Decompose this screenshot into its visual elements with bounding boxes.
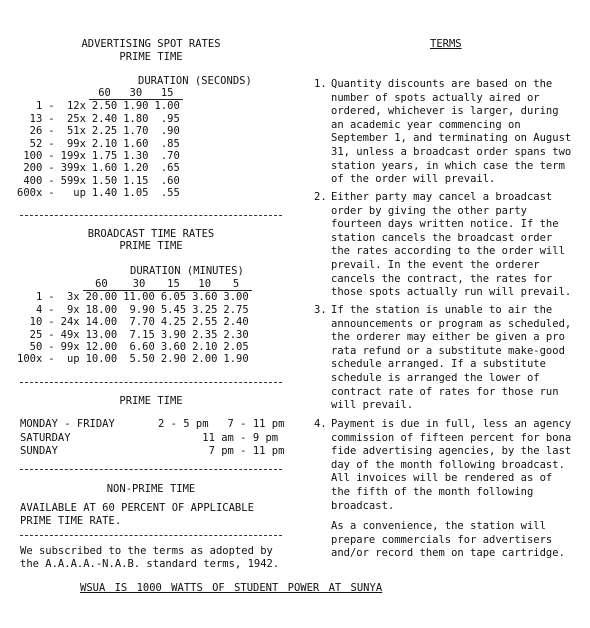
- spacer: [14, 87, 45, 100]
- term-number: 2.: [314, 191, 327, 203]
- quantity-from: 50: [29, 341, 43, 354]
- prime-time-title: PRIME TIME: [119, 395, 183, 407]
- spot-rates-subtitle: PRIME TIME: [119, 51, 183, 63]
- broadcast-duration-label: DURATION (MINUTES): [130, 265, 244, 277]
- column-header: 60: [95, 278, 108, 290]
- spacer: [45, 278, 57, 291]
- rate-value: .70: [160, 150, 180, 163]
- rate-value: 1.60: [91, 162, 118, 175]
- divider: [20, 469, 282, 470]
- spacer: [45, 87, 57, 100]
- rate-value: 10.00: [85, 353, 118, 366]
- quantity-to: up: [66, 353, 80, 366]
- term-item: [314, 191, 576, 300]
- spacer: [58, 278, 83, 291]
- subscribed-line1: We subscribed to the terms as adopted by: [20, 545, 273, 557]
- rate-value: 12.00: [85, 341, 118, 354]
- term-item: [314, 418, 576, 513]
- rate-value: .90: [160, 125, 180, 138]
- rate-value: 7.70: [129, 316, 155, 329]
- rate-value: 3.60: [160, 341, 187, 354]
- quantity-to: 99x: [66, 137, 86, 150]
- rate-value: 2.40: [223, 316, 249, 329]
- quantity-dash: -: [48, 341, 55, 354]
- quantity-from: 200: [23, 162, 43, 175]
- rate-row: [14, 187, 183, 199]
- term-text: Payment is due in full, less an agency commission of fifteen percent for bona fide advertising agencies, by the last day of the month following broadcast. All invoices will be rendered as of the fifth of the month following broadcast.: [331, 418, 572, 512]
- rate-row: [14, 316, 252, 328]
- column-header-row: [14, 87, 183, 100]
- schedule-days: MONDAY - FRIDAY: [20, 418, 115, 430]
- spot-duration-label: DURATION (SECONDS): [138, 75, 252, 87]
- rate-row: [14, 341, 252, 353]
- rate-value: 5.50: [129, 353, 155, 366]
- rate-value: .55: [160, 187, 180, 200]
- quantity-dash: -: [48, 187, 55, 200]
- rate-value: 2.90: [160, 353, 187, 366]
- quantity-to: 51x: [66, 125, 86, 138]
- broadcast-rates-table: [14, 278, 252, 366]
- quantity-dash: -: [48, 125, 55, 138]
- quantity-from: 400: [23, 174, 43, 187]
- rate-value: 1.00: [152, 100, 183, 113]
- quantity-to: 49x: [60, 328, 80, 341]
- rate-value: 18.00: [85, 303, 118, 316]
- column-header: 5: [232, 278, 240, 290]
- rate-value: 2.55: [192, 316, 218, 329]
- rate-value: .95: [160, 112, 180, 125]
- quantity-dash: -: [48, 353, 55, 366]
- spacer: [58, 87, 89, 100]
- term-text: If the station is unable to air the announcements or program as scheduled, the orderer may either be given a pro rata refund or a substitute make-good schedule arranged. If a substitute schedule is arranged the lower of contract rate of rates for those run will prevail.: [331, 304, 572, 412]
- rate-row: [14, 353, 252, 365]
- rate-value: 1.80: [123, 112, 149, 125]
- term-number: 4.: [314, 418, 327, 430]
- rate-row: [14, 138, 183, 150]
- divider: [20, 535, 282, 536]
- rate-row: [14, 100, 183, 113]
- rate-value: 1.30: [123, 150, 149, 163]
- rate-value: 1.75: [91, 150, 118, 163]
- rate-value: 3.60: [189, 291, 220, 304]
- divider: [20, 215, 282, 216]
- rate-value: 2.35: [192, 328, 218, 341]
- prime-time-schedule: [20, 418, 285, 460]
- rate-value: 6.05: [158, 291, 189, 304]
- rate-row: [14, 329, 252, 341]
- rate-value: 7.15: [129, 328, 155, 341]
- quantity-to: up: [73, 187, 86, 200]
- quantity-from: 52: [29, 137, 43, 150]
- rate-value: 2.25: [91, 125, 118, 138]
- rate-row: [14, 125, 183, 137]
- column-header: 30: [132, 278, 146, 290]
- rate-row: [14, 291, 252, 304]
- rate-value: 5.45: [160, 303, 187, 316]
- rate-value: 2.10: [192, 341, 218, 354]
- quantity-to: 9x: [66, 303, 80, 316]
- quantity-dash: -: [48, 150, 55, 163]
- term-number: 3.: [314, 304, 327, 316]
- rate-value: 1.90: [120, 100, 151, 113]
- rate-value: 9.90: [129, 303, 155, 316]
- broadcast-rates-subtitle: PRIME TIME: [119, 240, 183, 252]
- rate-value: 1.70: [123, 125, 149, 138]
- footer-slogan: WSUA IS 1000 WATTS OF STUDENT POWER AT SUNYA: [80, 582, 383, 594]
- spot-rates-title: ADVERTISING SPOT RATES: [81, 38, 221, 50]
- schedule-hours: 2 - 5 pm 7 - 11 pm: [158, 418, 285, 430]
- rate-value: 2.40: [91, 112, 118, 125]
- schedule-hours: 11 am - 9 pm: [158, 431, 279, 444]
- non-prime-line1: AVAILABLE AT 60 PERCENT OF APPLICABLE: [20, 502, 254, 514]
- quantity-to: 399x: [60, 162, 86, 175]
- quantity-to: 599x: [60, 174, 86, 187]
- rate-value: 1.90: [223, 353, 249, 366]
- quantity-from: 26: [29, 125, 43, 138]
- terms-title: TERMS: [430, 38, 462, 50]
- non-prime-line2: PRIME TIME RATE.: [20, 515, 122, 527]
- quantity-dash: -: [48, 328, 55, 341]
- rate-row: [14, 150, 183, 162]
- rate-value: 1.15: [123, 174, 149, 187]
- column-header: 10: [198, 278, 212, 290]
- quantity-from: 600x: [17, 187, 43, 200]
- rate-value: 1.50: [91, 174, 118, 187]
- rate-value: 13.00: [85, 328, 118, 341]
- rate-row: [14, 113, 183, 125]
- convenience-note: [314, 520, 576, 561]
- quantity-to: 12x: [66, 100, 86, 113]
- quantity-from: 100x: [17, 353, 43, 366]
- quantity-from: 4: [35, 303, 43, 316]
- column-header-row: [14, 278, 252, 291]
- term-item: [314, 304, 576, 413]
- rate-value: 1.05: [123, 187, 149, 200]
- rate-value: 2.30: [223, 328, 249, 341]
- rate-row: [14, 175, 183, 187]
- quantity-from: 1: [35, 291, 43, 304]
- quantity-to: 199x: [60, 150, 86, 163]
- rate-value: 11.00: [120, 291, 158, 304]
- quantity-dash: -: [48, 162, 55, 175]
- quantity-to: 3x: [66, 291, 80, 304]
- quantity-to: 99x: [60, 341, 80, 354]
- quantity-from: 100: [23, 150, 43, 163]
- term-text: Either party may cancel a broadcast order by giving the other party fourteen days written notice. If the station cancels the broadcast order the rates according to the order will prevail. In the event the orderer cancels the contract, the rates for those spots actually run will prevail.: [331, 191, 572, 299]
- quantity-dash: -: [48, 303, 55, 316]
- rate-value: 3.25: [192, 303, 218, 316]
- broadcast-rates-title: BROADCAST TIME RATES: [87, 228, 215, 240]
- quantity-from: 1: [35, 100, 43, 113]
- quantity-dash: -: [48, 112, 55, 125]
- term-text: Quantity discounts are based on the number of spots actually aired or ordered, whichever is larger, during an academic year commencing on September 1, and terminating on August 31, unless a broadcast order spans two station years, in which case the term of the order will prevail.: [331, 78, 572, 186]
- rate-value: 14.00: [85, 316, 118, 329]
- subscribed-line2: the A.A.A.A.-N.A.B. standard terms, 1942.: [20, 558, 280, 570]
- rate-value: 2.10: [91, 137, 118, 150]
- quantity-to: 24x: [60, 316, 80, 329]
- column-header: 30: [129, 87, 143, 99]
- divider: [20, 382, 282, 383]
- quantity-dash: -: [48, 174, 55, 187]
- quantity-from: 10: [29, 316, 43, 329]
- rate-value: 2.50: [89, 100, 120, 113]
- rate-value: 4.25: [160, 316, 187, 329]
- quantity-dash: -: [48, 291, 55, 304]
- rate-value: 20.00: [83, 291, 121, 304]
- rate-row: [14, 304, 252, 316]
- column-header: 60: [98, 87, 111, 99]
- quantity-to: 25x: [66, 112, 86, 125]
- schedule-days: SATURDAY: [20, 431, 71, 444]
- rate-value: 2.75: [223, 303, 249, 316]
- spacer: [14, 278, 45, 291]
- rate-value: .85: [160, 137, 180, 150]
- rate-row: [14, 162, 183, 174]
- rate-value: .60: [160, 174, 180, 187]
- quantity-dash: -: [48, 137, 55, 150]
- rate-value: 2.00: [192, 353, 218, 366]
- rate-value: 1.20: [123, 162, 149, 175]
- rate-value: 6.60: [129, 341, 155, 354]
- non-prime-title: NON-PRIME TIME: [106, 483, 196, 495]
- column-header: 15: [160, 87, 174, 99]
- quantity-from: 25: [29, 328, 43, 341]
- rate-value: 3.00: [220, 291, 251, 304]
- column-header: 15: [167, 278, 180, 290]
- convenience-text: As a convenience, the station will prepare commercials for advertisers and/or record them on tape cartridge.: [331, 520, 565, 560]
- rate-value: 3.90: [160, 328, 187, 341]
- rate-value: .65: [160, 162, 180, 175]
- rate-value: 1.60: [123, 137, 149, 150]
- rate-value: 2.05: [223, 341, 249, 354]
- quantity-dash: -: [48, 100, 55, 113]
- spot-rates-table: [14, 87, 183, 200]
- quantity-from: 13: [29, 112, 43, 125]
- schedule-hours: 7 pm - 11 pm: [158, 445, 285, 457]
- rate-value: 1.40: [91, 187, 118, 200]
- quantity-dash: -: [48, 316, 55, 329]
- term-number: 1.: [314, 78, 327, 90]
- term-item: [314, 78, 576, 187]
- schedule-days: SUNDAY: [20, 445, 58, 457]
